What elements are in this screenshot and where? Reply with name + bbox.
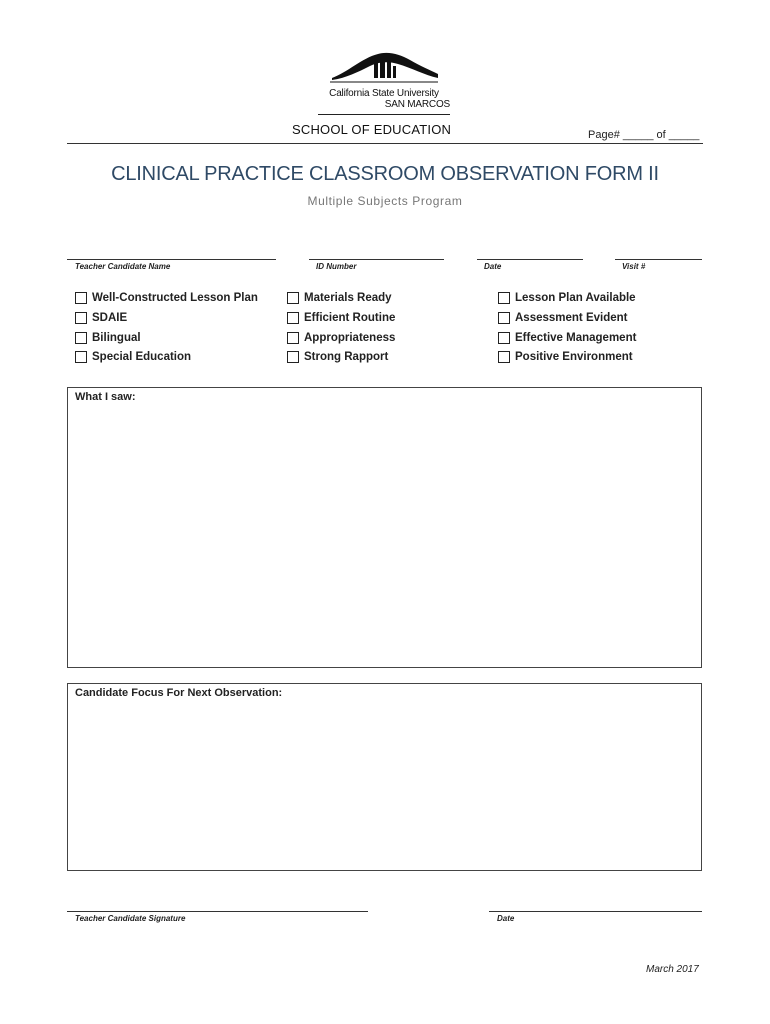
form-subtitle: Multiple Subjects Program — [307, 194, 463, 208]
checkbox[interactable] — [75, 351, 87, 363]
checkbox-item[interactable] — [287, 330, 395, 346]
checkbox[interactable] — [287, 312, 299, 324]
visit-number-label: Visit # — [622, 262, 646, 271]
checkbox-label: SDAIE — [92, 312, 128, 324]
university-logo — [318, 48, 450, 114]
checkbox[interactable] — [287, 292, 299, 304]
checkbox-label: Assessment Evident — [515, 312, 628, 324]
checkbox-item[interactable] — [287, 349, 388, 365]
logo-divider — [318, 114, 450, 115]
checkbox-label: Well-Constructed Lesson Plan — [92, 292, 258, 304]
candidate-name-field[interactable] — [67, 259, 276, 260]
signature-field[interactable] — [67, 911, 368, 912]
observation-textarea[interactable] — [67, 387, 702, 668]
checkbox-item[interactable] — [287, 310, 395, 326]
checkbox-item[interactable] — [75, 310, 127, 326]
logo-campus-name: SAN MARCOS — [384, 99, 450, 110]
revision-date: March 2017 — [646, 964, 699, 975]
checkbox[interactable] — [75, 332, 87, 344]
checkbox[interactable] — [75, 312, 87, 324]
checkbox[interactable] — [287, 332, 299, 344]
observation-label: What I saw: — [75, 391, 136, 403]
checkbox[interactable] — [498, 351, 510, 363]
checkbox-item[interactable] — [498, 290, 636, 306]
form-title: CLINICAL PRACTICE CLASSROOM OBSERVATION FORM II — [111, 163, 659, 185]
checkbox-item[interactable] — [498, 349, 633, 365]
checkbox-label: Effective Management — [515, 332, 637, 344]
signature-date-field[interactable] — [489, 911, 702, 912]
checkbox-item[interactable] — [75, 330, 141, 346]
mountain-logo-icon — [328, 48, 440, 88]
checkbox-item[interactable] — [75, 349, 191, 365]
logo-university-name: California State University — [329, 88, 439, 99]
checkbox[interactable] — [287, 351, 299, 363]
id-number-field[interactable] — [309, 259, 444, 260]
header-divider — [67, 143, 703, 144]
checkbox-label: Appropriateness — [304, 332, 396, 344]
signature-date-label: Date — [497, 914, 515, 923]
checkbox[interactable] — [75, 292, 87, 304]
focus-textarea[interactable] — [67, 683, 702, 871]
date-field[interactable] — [477, 259, 583, 260]
date-label: Date — [484, 262, 502, 271]
id-number-label: ID Number — [316, 262, 357, 271]
checkbox[interactable] — [498, 292, 510, 304]
checkbox-label: Bilingual — [92, 332, 141, 344]
checkbox-item[interactable] — [498, 330, 636, 346]
page-number-field[interactable]: Page# _____ of _____ — [588, 129, 700, 141]
checkbox[interactable] — [498, 332, 510, 344]
checkbox-label: Efficient Routine — [304, 312, 396, 324]
candidate-name-label: Teacher Candidate Name — [75, 262, 171, 271]
checkbox[interactable] — [498, 312, 510, 324]
checkbox-label: Strong Rapport — [304, 351, 389, 363]
focus-label: Candidate Focus For Next Observation: — [75, 687, 283, 699]
visit-number-field[interactable] — [615, 259, 702, 260]
checkbox-label: Positive Environment — [515, 351, 633, 363]
checkbox-label: Materials Ready — [304, 292, 392, 304]
checkbox-label: Special Education — [92, 351, 192, 363]
checkbox-item[interactable] — [498, 310, 628, 326]
school-name: SCHOOL OF EDUCATION — [292, 122, 452, 137]
checkbox-label: Lesson Plan Available — [515, 292, 636, 304]
signature-label: Teacher Candidate Signature — [75, 914, 186, 923]
checkbox-item[interactable] — [287, 290, 392, 306]
checkbox-item[interactable] — [75, 290, 258, 306]
